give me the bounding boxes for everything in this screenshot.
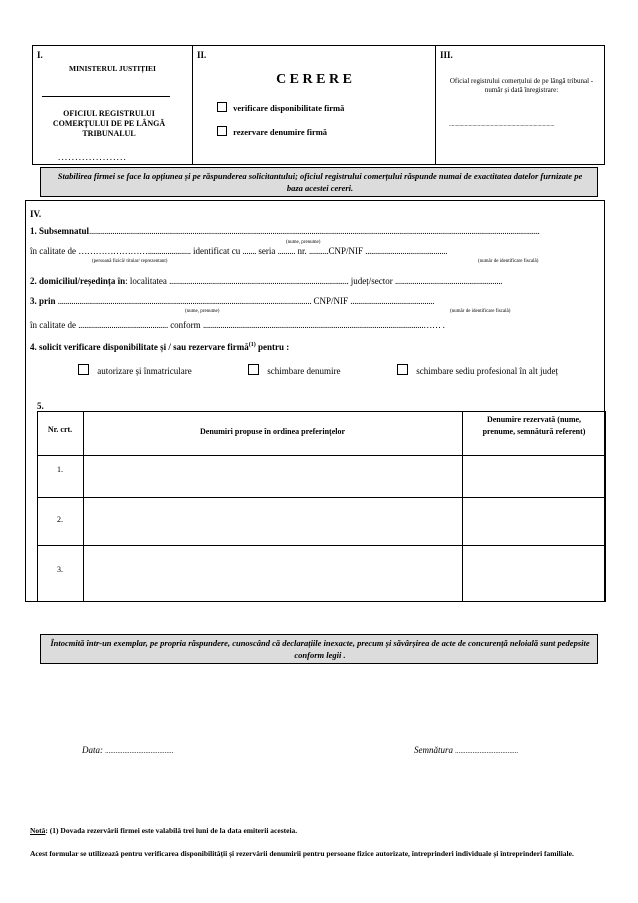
calitate-field[interactable]: ……………………...................... [78,246,191,256]
option-schimbare-sediu[interactable] [397,364,558,376]
signature-dots[interactable]: .................................... [455,747,519,755]
header-box-3 [435,45,605,165]
option-verificare[interactable] [217,102,344,113]
line-calitate-conform [30,320,445,330]
cnp-field-1[interactable]: .......................................... [365,246,448,256]
solicit-label: 4. solicit verificare disponibilitate și / sau rezervare firmă [30,342,249,352]
checkbox-verificare[interactable] [217,102,227,112]
identificat-label: identificat cu [193,246,241,256]
nr-field[interactable]: .......... [308,246,329,256]
nota-text: : (1) Dovada rezervării firmei este valabilă trei luni de la data emiterii acesteia. [45,826,298,835]
table-row-1-name-cell[interactable] [84,456,462,497]
prin-label: prin [39,296,56,306]
section-iv-roman: IV. [30,209,42,219]
banner-bottom-text: Întocmită într-un exemplar, pe propria răspundere, cunoscând că declarațiile inexacte, precum și săvârșirea de acte de concurență neloială sunt pedepsite conform legii . [50,638,590,660]
conform-label: conform [170,320,201,330]
localitatea-field[interactable]: ............................................................................................ [169,276,349,286]
localitatea-label: : localitatea [125,276,167,286]
calitate-hint: (persoană fizică/ titular/ reprezentant) [92,259,168,264]
col3-roman: III. [440,50,453,60]
option-rezervare[interactable] [217,126,327,137]
option-autorizare-label: autorizare și înmatriculare [97,366,192,376]
conform-field[interactable]: .................................................................................................................…… . [202,320,445,330]
col2-roman: II. [197,50,207,60]
tribunal-dots[interactable]: .................... [58,152,127,162]
line-prin [30,296,434,306]
prin-hint: (nume, prenume) [185,309,220,314]
option-schimbare-sediu-label: schimbare sediu profesional în alt județ [416,366,558,376]
option-rezervare-label: rezervare denumire firmă [233,127,328,137]
subsemnatul-hint: (nume, prenume) [286,240,321,245]
signature-field [414,745,518,755]
table-row-2-name-cell[interactable] [84,498,462,545]
cnp-hint-1: (număr de identificare fiscală) [478,259,539,264]
nota [30,826,297,835]
data-label: Data: [82,745,103,755]
registry-dots[interactable]: ................................................................................. [449,122,555,128]
usage-text: Acest formular se utilizează pentru verificarea disponibilității și rezervării denumirii pentru persoane fizice autorizate, întreprinderi individuale și întreprinderi familiale. [30,849,574,858]
option-schimbare-denumire-label: schimbare denumire [267,366,341,376]
cnp-hint-2: (număr de identificare fiscală) [450,309,511,314]
cnp-label-2: CNP/NIF [313,296,349,306]
table-row-1-nr: 1. [57,465,63,474]
checkbox-schimbare-denumire[interactable] [248,364,259,375]
seria-label: seria [258,246,276,256]
data-dots[interactable]: ....................................... [105,747,174,755]
option-verificare-label: verificare disponibilitate firmă [233,103,345,113]
office-name: OFICIUL REGISTRULUI COMERȚULUI DE PE LÂNGĂ TRIBUNALUL [52,109,166,138]
table-header-denumiri: Denumiri propuse în ordinea preferințelor [199,427,346,436]
subsemnatul-label: 1. Subsemnatul [30,226,90,236]
table-row-1-reserved-cell[interactable] [463,456,605,497]
checkbox-schimbare-sediu[interactable] [397,364,408,375]
calitate2-field[interactable]: .............................................. [78,320,168,330]
cerere-title: C E R E R E [276,72,352,87]
identificat-field[interactable]: ....... [242,246,257,256]
seria-field[interactable]: ......... [277,246,296,256]
signature-label: Semnătura [414,745,453,755]
subsemnatul-field[interactable]: ....................................................................................................................................................................................................................................... [89,226,540,236]
col1-roman: I. [37,50,43,60]
table-row-3-reserved-cell[interactable] [463,546,605,601]
line-domiciliu [30,276,502,286]
banner-top-text: Stabilirea firmei se face la opțiunea și pe răspunderea solicitantului; oficiul registrului comerțului răspunde numai de exactitatea datelor furnizate pe baza acestei cereri. [57,171,583,193]
ministry-divider [42,96,170,97]
cnp-label-1: CNP/NIF [328,246,363,256]
table-row-2-reserved-cell[interactable] [463,498,605,545]
judet-label: județ/sector [350,276,393,286]
table-row-3-name-cell[interactable] [84,546,462,601]
solicit-end: pentru : [255,342,290,352]
solicit-footnote: (1) [248,342,256,348]
cnp-field-2[interactable]: ........................................... [350,296,435,306]
option-schimbare-denumire[interactable] [248,364,340,376]
line-solicit [30,342,289,352]
line-calitate [30,246,447,256]
judet-field[interactable]: ....................................................... [394,276,503,286]
table-row-3-nr: 3. [57,565,63,574]
line-subsemnatul [30,226,539,236]
registry-text: Oficial registrului comerțului de pe lângă tribunal - număr și dată înregistrare: [449,77,594,94]
data-field [82,745,174,755]
header-box-1 [32,45,193,165]
checkbox-autorizare[interactable] [78,364,89,375]
prin-number: 3. [30,296,37,306]
table-header-rezervata: Denumire rezervată (nume, prenume, semnătură referent) [482,415,586,436]
nr-label: nr. [297,246,307,256]
domiciliu-label: 2. domiciliul/reședința în [30,276,126,286]
ministry-name: MINISTERUL JUSTIȚIEI [69,64,156,73]
checkbox-rezervare[interactable] [217,126,227,136]
point-5: 5. [37,401,44,411]
calitate2-label: în calitate de [30,320,76,330]
nota-label: Notă [30,826,46,835]
option-autorizare[interactable] [78,364,192,376]
calitate-label: în calitate de [30,246,76,256]
table-row-2-nr: 2. [57,515,63,524]
prin-field[interactable]: .................................................................................................................................. [57,296,312,306]
table-header-nr: Nr. crt. [47,425,73,434]
